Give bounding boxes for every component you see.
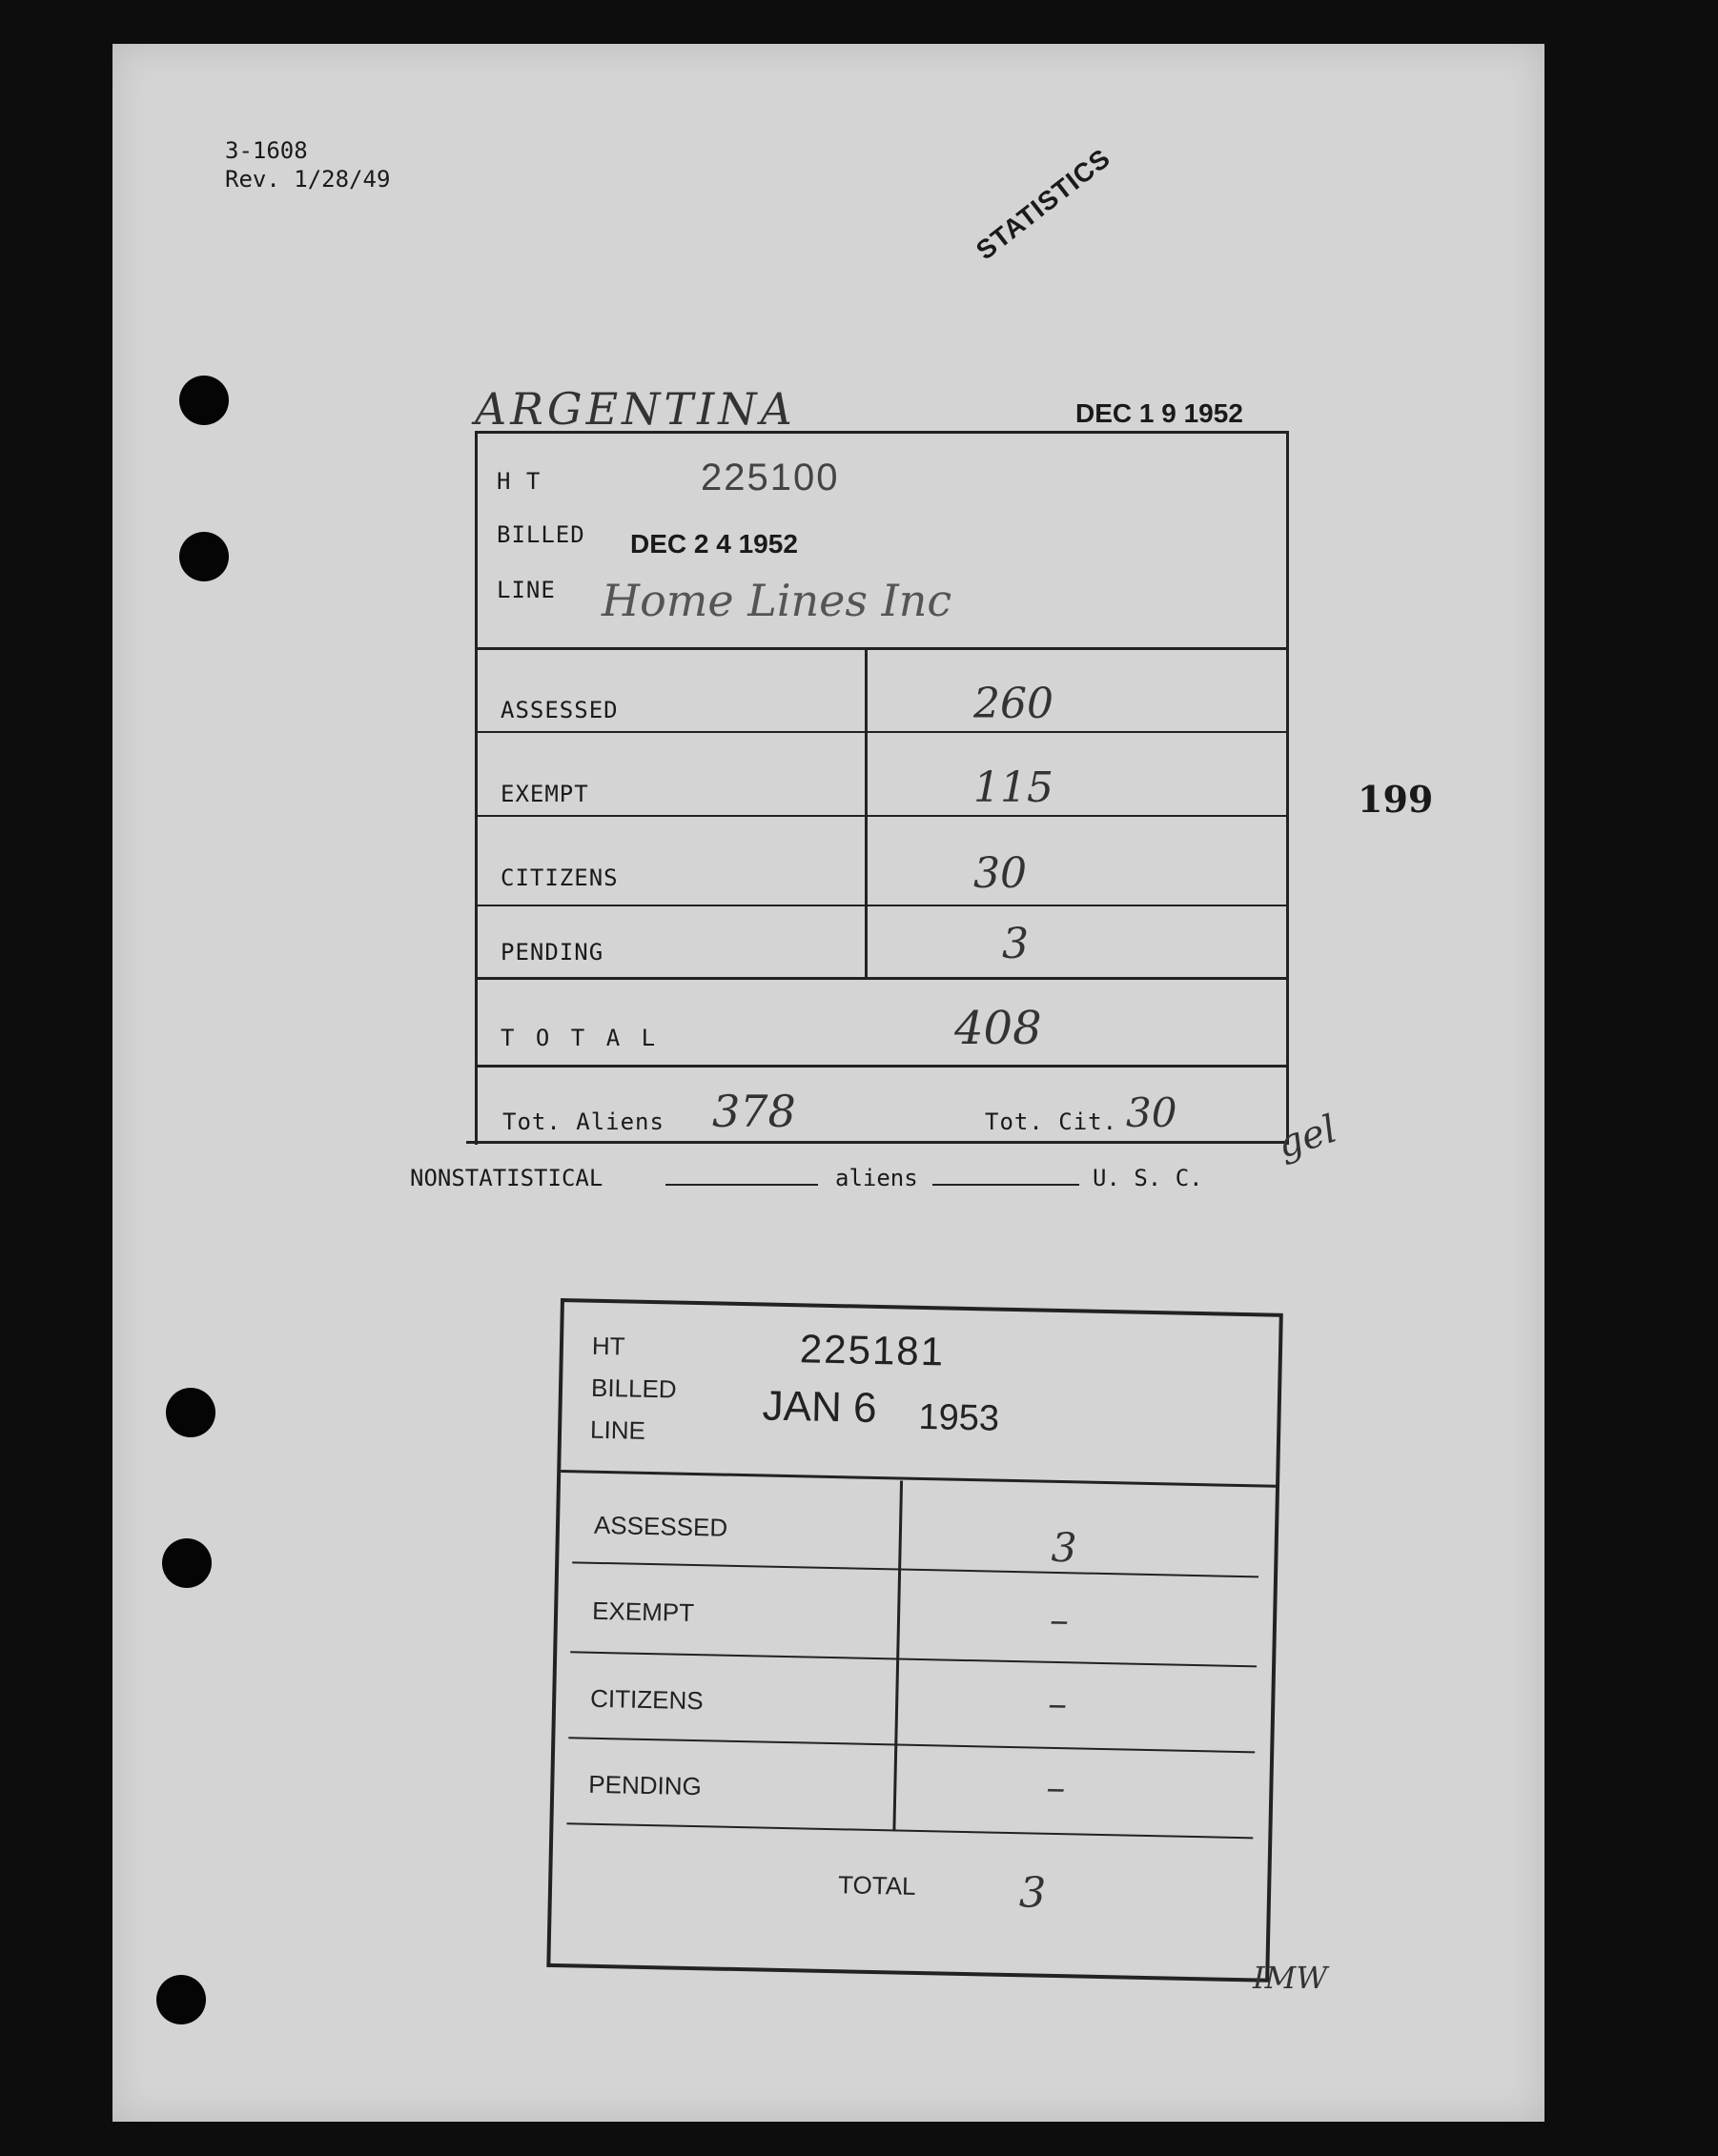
divider xyxy=(478,905,1286,906)
punch-hole xyxy=(179,376,229,425)
document-page xyxy=(112,44,1544,2122)
row-value-citizens: 30 xyxy=(973,849,1027,898)
divider xyxy=(478,647,1286,650)
line-company: Home Lines Inc xyxy=(602,575,952,626)
row-label-pending: PENDING xyxy=(501,939,604,966)
nonstatistical-aliens: aliens xyxy=(835,1165,918,1191)
tot-aliens-value: 378 xyxy=(712,1086,796,1137)
tot-cit-value: 30 xyxy=(1126,1089,1177,1136)
total-label: TOTAL xyxy=(837,1870,916,1901)
nonstatistical-label: NONSTATISTICAL xyxy=(410,1165,603,1191)
row-label-citizens: CITIZENS xyxy=(501,864,619,891)
column-divider xyxy=(865,649,868,979)
ht-label: H T xyxy=(497,468,542,495)
punch-hole xyxy=(162,1538,212,1588)
divider xyxy=(478,1065,1286,1068)
form-revision: Rev. 1/28/49 xyxy=(225,166,391,193)
divider xyxy=(572,1561,1258,1577)
total-value: 3 xyxy=(1018,1868,1047,1918)
row-value-assessed: 3 xyxy=(1051,1523,1077,1572)
ht-label: HT xyxy=(591,1331,625,1361)
billed-date: JAN 6 xyxy=(762,1382,877,1432)
divider xyxy=(478,815,1286,817)
row-label-assessed: ASSESSED xyxy=(501,697,619,723)
billed-date: DEC 2 4 1952 xyxy=(630,529,798,559)
blank-line xyxy=(665,1184,818,1186)
row-value-exempt: 115 xyxy=(973,763,1053,812)
divider xyxy=(466,1141,1286,1144)
divider xyxy=(570,1651,1257,1667)
row-label-exempt: EXEMPT xyxy=(591,1596,695,1628)
total-label: T O T A L xyxy=(501,1025,660,1051)
tot-aliens-label: Tot. Aliens xyxy=(502,1109,665,1135)
punch-hole xyxy=(166,1388,215,1437)
nonstatistical-usc: U. S. C. xyxy=(1093,1165,1203,1191)
date-stamp: DEC 1 9 1952 xyxy=(1075,398,1243,428)
ht-number: 225181 xyxy=(799,1326,946,1374)
divider xyxy=(478,977,1286,980)
divider xyxy=(478,731,1286,733)
initials-1: gel xyxy=(1272,1107,1342,1168)
ht-number: 225100 xyxy=(701,457,840,498)
punch-hole xyxy=(179,532,229,581)
row-label-assessed: ASSESSED xyxy=(593,1510,728,1542)
country-handwritten: ARGENTINA xyxy=(475,383,796,435)
row-label-exempt: EXEMPT xyxy=(501,781,589,807)
row-value-exempt: – xyxy=(1049,1597,1070,1643)
form-number: 3-1608 xyxy=(225,137,308,164)
line-label: LINE xyxy=(589,1414,646,1445)
billed-label: BILLED xyxy=(497,521,585,548)
total-value: 408 xyxy=(954,1002,1042,1055)
billed-label: BILLED xyxy=(590,1373,677,1404)
row-label-citizens: CITIZENS xyxy=(589,1683,704,1716)
statistics-stamp: STATISTICS xyxy=(971,142,1116,266)
row-value-pending: 3 xyxy=(1002,920,1029,968)
divider xyxy=(561,1470,1276,1488)
card-1 xyxy=(475,431,1289,1145)
row-value-pending: – xyxy=(1045,1765,1066,1811)
row-label-pending: PENDING xyxy=(588,1769,703,1801)
divider xyxy=(566,1822,1253,1839)
divider xyxy=(568,1737,1255,1753)
punch-hole xyxy=(156,1975,206,2024)
row-value-citizens: – xyxy=(1047,1681,1068,1727)
card-2 xyxy=(546,1298,1283,1983)
tot-cit-label: Tot. Cit. xyxy=(985,1109,1118,1135)
line-label: LINE xyxy=(497,577,556,603)
initials-2: IMW xyxy=(1253,1960,1328,1996)
column-divider xyxy=(892,1480,903,1831)
page-number: 199 xyxy=(1358,778,1434,821)
billed-year: 1953 xyxy=(918,1396,1000,1439)
blank-line xyxy=(932,1184,1079,1186)
row-value-assessed: 260 xyxy=(973,680,1053,728)
